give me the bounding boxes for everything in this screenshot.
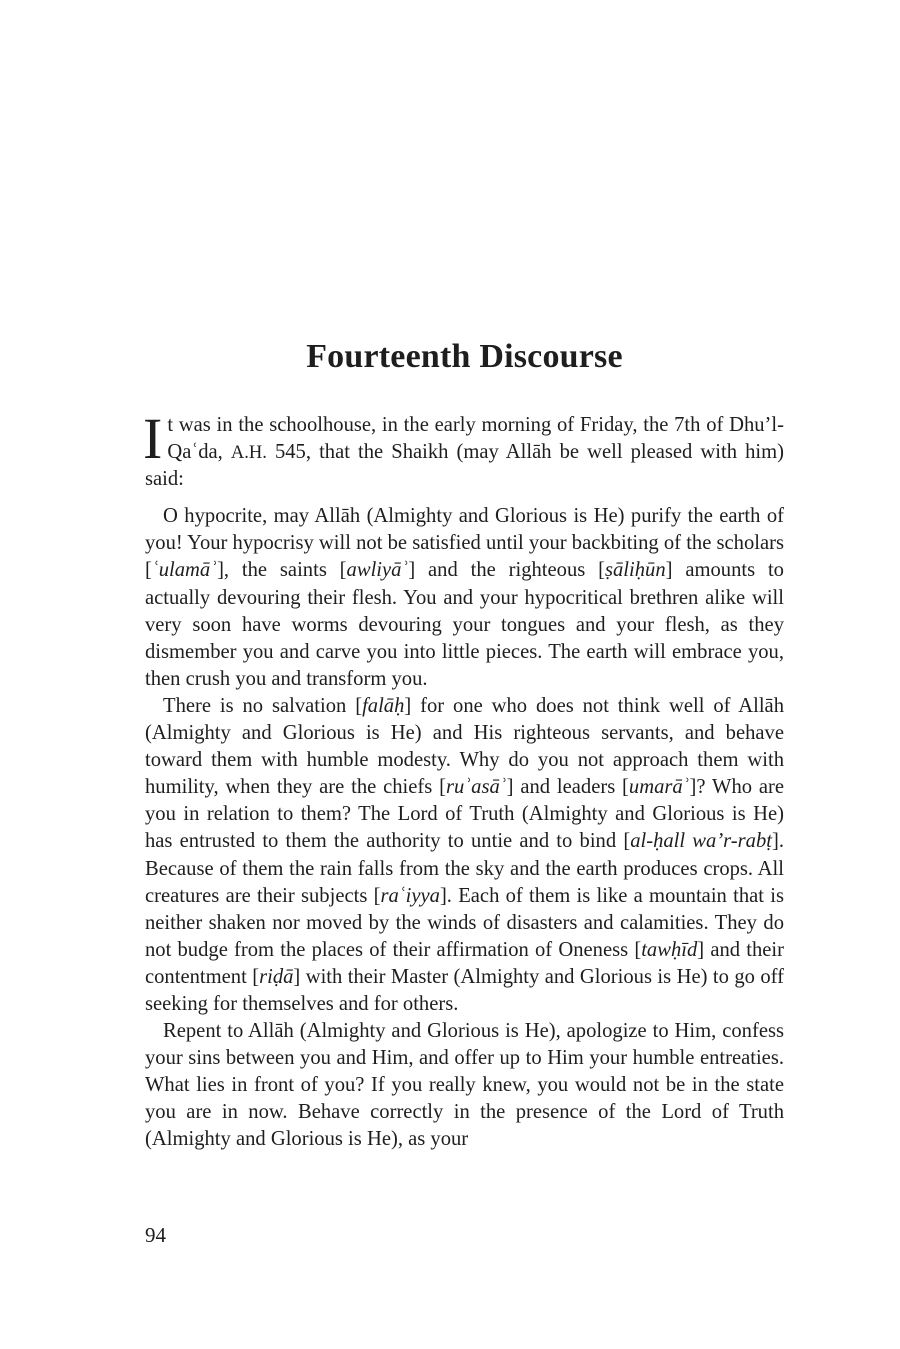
body-paragraph [145,1018,784,1153]
intro-paragraph [143,406,785,493]
transliteration-term: tawḥīd [641,938,698,961]
body-paragraph [145,693,784,1018]
intro-text-b: 545, that the Shaikh (may Allāh be well pleased with him) said: [145,441,785,491]
chapter-title: Fourteenth Discourse [306,338,623,375]
transliteration-term: awliyāʾ [346,559,409,582]
transliteration-term: riḍā [259,965,294,988]
transliteration-term: ruʾasāʾ [446,776,507,799]
paragraph-text: There is no salvation [ [163,694,363,717]
transliteration-term: umarāʾ [628,776,690,799]
paragraph-text: ] with their Master (Almighty and Glorious is He) to go off seeking for themselves and for others. [145,965,784,1015]
paragraph-text: ] and their contentment [ [145,938,784,988]
paragraph-text: ] for one who does not think well of Allāh (Almighty and Glorious is He) and His righteous servants, and behave toward them with humble modesty. Why do you not approach them with humility, when they are the chiefs [ [145,694,784,799]
transliteration-term: ṣāliḥūn [604,559,666,582]
paragraph-text: ]. Because of them the rain falls from the sky and the earth produces crops. All creatures are their subjects [ [145,830,784,907]
drop-cap: I [143,406,163,471]
paragraph-text: O hypocrite, may Allāh (Almighty and Glorious is He) purify the earth of you! Your hypocrisy will not be satisfied until your backbiting of the scholars [ [145,505,784,582]
transliteration-term: falāḥ [362,694,405,717]
body-text [143,406,785,1154]
body-paragraph [145,503,784,693]
paragraph-text: ] and the righteous [ [408,559,605,582]
transliteration-term: raʿiyya [380,884,440,907]
paragraph-text: ]? Who are you in relation to them? The Lord of Truth (Almighty and Glorious is He) has entrusted to them the authority to untie and to bind [ [145,776,785,853]
intro-text-a: t was in the schoolhouse, in the early morning of Friday, the 7th of Dhu’l-Qaʿda, [167,414,784,464]
discourse-paragraphs [145,503,784,1153]
paragraph-text: Repent to Allāh (Almighty and Glorious is He), apologize to Him, confess your sins between you and Him, and offer up to Him your humble entreaties. What lies in front of you? If you really knew, you would not be in the state you are in now. Behave correctly in the presence of the Lord of Truth (Almighty and Glorious is He), as your [145,1020,784,1151]
transliteration-term: ʿulamāʾ [151,559,218,582]
paragraph-text: ] and leaders [ [506,776,629,799]
book-page [145,0,784,1349]
paragraph-text: ]. Each of them is like a mountain that is neither shaken nor moved by the winds of disasters and calamities. They do not budge from the places of their affirmation of Oneness [ [145,884,784,961]
paragraph-text: ] amounts to actually devouring their flesh. You and your hypocritical brethren alike will very soon have worms devouring your tongues and your flesh, as they dismember you and carve you into little pieces. The earth will embrace you, then crush you and transform you. [145,559,784,690]
page-number: 94 [145,1223,166,1247]
paragraph-text: ], the saints [ [217,559,347,582]
transliteration-term: al-ḥall wa’r-rabṭ [630,830,772,853]
era-abbreviation: A.H. [230,442,267,464]
